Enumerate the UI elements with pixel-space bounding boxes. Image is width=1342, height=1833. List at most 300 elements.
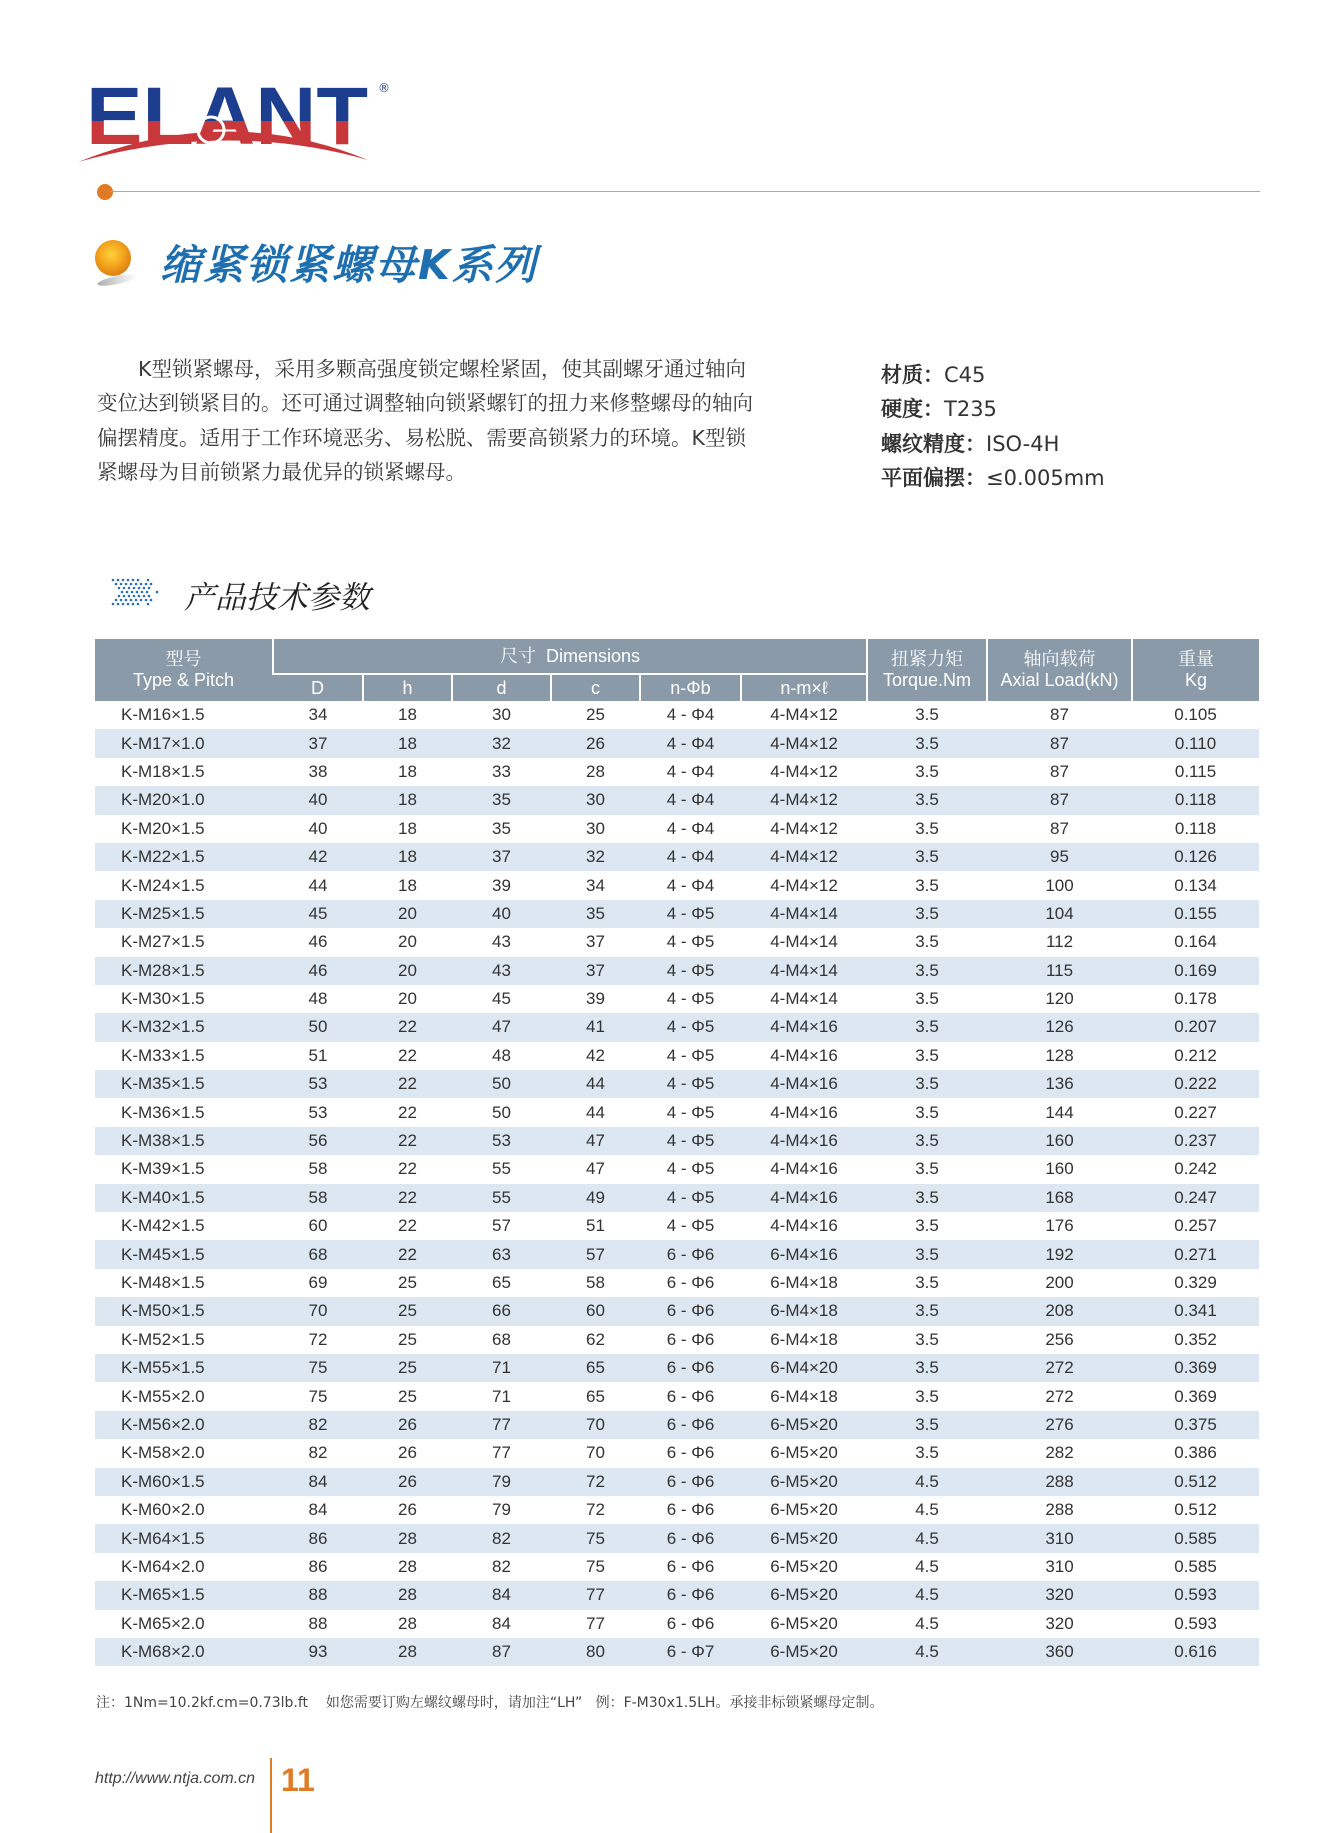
table-cell: 77 <box>452 1411 551 1439</box>
table-cell: 4 - Φ5 <box>640 1184 741 1212</box>
table-cell: 0.375 <box>1132 1411 1259 1439</box>
spec-label: 材质： <box>881 363 944 387</box>
table-row <box>95 1638 1259 1666</box>
header-torque-en: Torque.Nm <box>883 670 972 690</box>
table-cell: 53 <box>308 1102 328 1122</box>
table-cell: K-M60×1.5 <box>95 1468 273 1496</box>
page-number: 11 <box>281 1762 315 1798</box>
table-cell: 42 <box>586 1045 605 1065</box>
dotted-arrow-icon <box>110 578 166 606</box>
elant-logo <box>78 72 408 167</box>
table-cell: 22 <box>398 1159 417 1179</box>
table-cell: 0.352 <box>1174 1329 1217 1349</box>
table-cell: 6-M5×20 <box>741 1524 867 1552</box>
table-cell: 33 <box>492 761 511 781</box>
table-cell: 272 <box>987 1354 1132 1382</box>
table-cell: 28 <box>398 1556 417 1576</box>
table-cell: 53 <box>452 1127 551 1155</box>
table-cell: 288 <box>987 1468 1132 1496</box>
table-cell: 51 <box>586 1216 605 1236</box>
table-cell: 6 - Φ6 <box>666 1386 715 1406</box>
table-cell: 84 <box>492 1613 511 1633</box>
table-cell: 26 <box>398 1443 417 1463</box>
table-cell: K-M64×1.5 <box>95 1524 273 1552</box>
table-cell: 168 <box>987 1184 1132 1212</box>
registered-mark: ® <box>378 81 390 95</box>
table-cell: 46 <box>273 957 363 985</box>
table-cell: 104 <box>987 900 1132 928</box>
table-cell: 40 <box>452 900 551 928</box>
table-cell: 75 <box>586 1556 605 1576</box>
table-cell: 6-M5×20 <box>770 1556 838 1576</box>
table-cell: K-M20×1.5 <box>121 818 205 838</box>
table-cell: 0.369 <box>1174 1386 1217 1406</box>
table-cell: 136 <box>987 1070 1132 1098</box>
table-cell: 4 - Φ4 <box>640 729 741 757</box>
header-weight-cn: 重量 <box>1178 649 1215 669</box>
table-cell: 282 <box>1045 1443 1074 1463</box>
table-cell: 6 - Φ6 <box>666 1273 715 1292</box>
table-cell: 75 <box>551 1524 640 1552</box>
table-cell: 47 <box>586 1159 605 1179</box>
table-cell: 0.242 <box>1174 1159 1217 1179</box>
table-cell: 65 <box>551 1354 640 1382</box>
table-cell: 0.585 <box>1174 1556 1217 1576</box>
table-cell: 310 <box>987 1524 1132 1552</box>
table-cell: 22 <box>363 1184 452 1212</box>
table-cell: 18 <box>363 843 452 871</box>
table-cell: 71 <box>452 1354 551 1382</box>
table-cell: 25 <box>586 705 605 725</box>
table-cell: K-M16×1.5 <box>121 705 205 725</box>
table-row <box>95 928 1259 956</box>
table-cell: 4-M4×16 <box>770 1159 838 1179</box>
spec-thread-precision <box>881 427 1105 461</box>
table-cell: 25 <box>363 1354 452 1382</box>
table-cell: 43 <box>452 957 551 985</box>
table-cell: 68 <box>273 1240 363 1268</box>
header-D: D <box>273 674 363 701</box>
table-cell: 4-M4×14 <box>741 957 867 985</box>
table-cell: 4 - Φ5 <box>640 1013 741 1041</box>
table-cell: 70 <box>273 1297 363 1325</box>
table-cell: 70 <box>551 1411 640 1439</box>
table-cell: K-M65×1.5 <box>95 1581 273 1609</box>
table-cell: 20 <box>398 932 417 952</box>
table-cell: 87 <box>1050 705 1069 725</box>
table-cell: 77 <box>586 1613 605 1633</box>
svg-text:ELANT: ELANT <box>86 72 368 162</box>
table-cell: 0.105 <box>1174 705 1217 725</box>
table-cell: 4 - Φ5 <box>640 900 741 928</box>
header-load <box>987 639 1132 701</box>
table-cell: 18 <box>398 818 417 838</box>
table-cell: 20 <box>363 900 452 928</box>
table-cell: 82 <box>492 1556 511 1576</box>
table-cell: 45 <box>273 900 363 928</box>
table-cell: 87 <box>452 1638 551 1666</box>
header-type-cn: 型号 <box>165 649 202 669</box>
table-cell: 6 - Φ6 <box>640 1581 741 1609</box>
table-cell: 77 <box>551 1581 640 1609</box>
intro-paragraph: K型锁紧螺母，采用多颗高强度锁定螺栓紧固，使其副螺牙通过轴向变位达到锁紧目的。还可通过调整轴向锁紧螺钉的扭力来修整螺母的轴向偏摆精度。适用于工作环境恶劣、易松脱、需要高锁紧力的环境。K型锁紧螺母为目前锁紧力最优异的锁紧螺母。 <box>97 357 753 484</box>
table-cell: 0.512 <box>1132 1468 1259 1496</box>
table-cell: 0.593 <box>1174 1613 1217 1633</box>
table-cell: 4 - Φ5 <box>666 932 715 952</box>
table-cell: 30 <box>492 705 511 725</box>
table-cell: 6-M4×18 <box>770 1329 838 1349</box>
table-cell: 0.227 <box>1174 1102 1217 1122</box>
table-cell: K-M60×2.0 <box>121 1500 205 1520</box>
spec-material <box>881 358 1105 392</box>
table-cell: 62 <box>586 1329 605 1349</box>
table-cell: 95 <box>987 843 1132 871</box>
table-row <box>95 1411 1259 1439</box>
footnote: 注：1Nm=10.2kf.cm=0.73lb.ft 如您需要订购左螺纹螺母时，请加注“LH” 例：F-M30x1.5LH。承接非标锁紧螺母定制。 <box>96 1695 884 1711</box>
website-link[interactable]: http://www.ntja.com.cn <box>95 1770 256 1787</box>
table-cell: 87 <box>1050 818 1069 838</box>
table-cell: K-M20×1.0 <box>95 786 273 814</box>
table-cell: 4 - Φ5 <box>640 957 741 985</box>
table-cell: 87 <box>987 729 1132 757</box>
table-cell: 87 <box>1050 761 1069 781</box>
table-cell: 0.257 <box>1174 1216 1217 1236</box>
footer-divider <box>270 1758 272 1833</box>
table-cell: 57 <box>492 1216 511 1236</box>
table-row <box>95 815 1259 843</box>
table-cell: 4-M4×12 <box>770 761 838 781</box>
table-cell: 93 <box>273 1638 363 1666</box>
table-cell: 20 <box>398 989 417 1009</box>
table-row <box>95 1098 1259 1126</box>
table-row <box>95 957 1259 985</box>
header-n-m-l: n-m×ℓ <box>741 674 867 701</box>
table-cell: K-M30×1.5 <box>121 989 205 1009</box>
table-cell: 28 <box>586 761 605 781</box>
table-cell: 0.164 <box>1174 932 1217 952</box>
table-cell: 60 <box>308 1216 328 1236</box>
spec-value: T235 <box>944 397 997 422</box>
table-cell: 72 <box>551 1468 640 1496</box>
table-cell: 32 <box>452 729 551 757</box>
table-cell: 0.212 <box>1174 1045 1217 1065</box>
table-cell: 4.5 <box>915 1556 939 1576</box>
table-cell: 6-M4×16 <box>741 1240 867 1268</box>
table-cell: 26 <box>363 1411 452 1439</box>
table-cell: 18 <box>398 761 417 781</box>
table-cell: 160 <box>987 1127 1132 1155</box>
table-cell: 22 <box>363 1240 452 1268</box>
table-cell: 6 - Φ6 <box>640 1524 741 1552</box>
table-cell: 4-M4×12 <box>741 786 867 814</box>
table-row <box>95 1155 1259 1183</box>
table-cell: K-M55×1.5 <box>95 1354 273 1382</box>
table-cell: 4.5 <box>915 1500 939 1520</box>
table-cell: 79 <box>492 1500 511 1520</box>
table-cell: 34 <box>308 705 328 725</box>
spec-label: 平面偏摆： <box>881 465 986 490</box>
table-cell: 0.369 <box>1132 1354 1259 1382</box>
spec-label: 硬度： <box>881 397 944 422</box>
table-cell: 47 <box>452 1013 551 1041</box>
table-cell: K-M64×2.0 <box>121 1556 205 1576</box>
header-type <box>95 639 273 701</box>
table-cell: 37 <box>586 932 605 952</box>
table-cell: 3.5 <box>867 1354 987 1382</box>
table-cell: 0.271 <box>1132 1240 1259 1268</box>
table-cell: 0.115 <box>1174 761 1217 781</box>
table-cell: 3.5 <box>915 989 939 1009</box>
table-cell: 6 - Φ6 <box>666 1556 715 1576</box>
table-cell: 6-M4×18 <box>770 1386 838 1406</box>
table-cell: K-M22×1.5 <box>95 843 273 871</box>
table-cell: 3.5 <box>915 1386 939 1406</box>
table-cell: 28 <box>363 1581 452 1609</box>
rule-dot <box>97 184 113 200</box>
table-cell: 208 <box>987 1297 1132 1325</box>
spec-hardness <box>881 392 1105 426</box>
table-cell: 18 <box>363 786 452 814</box>
table-cell: 37 <box>452 843 551 871</box>
table-cell: 4 - Φ5 <box>640 1070 741 1098</box>
table-cell: 20 <box>363 957 452 985</box>
header-h: h <box>363 674 452 701</box>
table-cell: 3.5 <box>867 1240 987 1268</box>
table-cell: K-M55×2.0 <box>121 1386 205 1406</box>
table-cell: 4-M4×16 <box>770 1045 838 1065</box>
table-cell: 4-M4×16 <box>741 1013 867 1041</box>
table-cell: 3.5 <box>915 1045 939 1065</box>
table-cell: 3.5 <box>867 957 987 985</box>
table-cell: K-M68×2.0 <box>95 1638 273 1666</box>
table-cell: 39 <box>586 989 605 1009</box>
table-cell: 0.207 <box>1132 1013 1259 1041</box>
table-cell: 43 <box>492 932 511 952</box>
header-n-phi-b: n-Φb <box>640 674 741 701</box>
table-cell: 6 - Φ6 <box>666 1443 715 1463</box>
table-row <box>95 1326 1259 1354</box>
table-cell: 6 - Φ6 <box>666 1500 715 1520</box>
table-cell: 72 <box>586 1500 605 1520</box>
table-cell: 6 - Φ6 <box>640 1240 741 1268</box>
spec-flatness <box>881 461 1105 495</box>
table-cell: 72 <box>308 1329 328 1349</box>
table-cell: 3.5 <box>915 1102 939 1122</box>
table-cell: 58 <box>586 1273 605 1292</box>
table-cell: 4 - Φ4 <box>666 705 715 725</box>
header-dimensions: 尺寸 Dimensions <box>273 639 867 674</box>
table-cell: 77 <box>492 1443 511 1463</box>
table-cell: 6 - Φ6 <box>640 1354 741 1382</box>
table-cell: 3.5 <box>915 1159 939 1179</box>
table-row <box>95 1553 1259 1581</box>
spec-table <box>95 639 1259 1666</box>
table-row <box>95 701 1259 729</box>
table-cell: 22 <box>398 1102 417 1122</box>
table-row <box>95 1070 1259 1098</box>
table-cell: 4 - Φ4 <box>640 843 741 871</box>
table-cell: 69 <box>308 1273 328 1292</box>
table-cell: 22 <box>363 1127 452 1155</box>
table-cell: 6-M5×20 <box>741 1468 867 1496</box>
header-rule <box>110 191 1260 192</box>
table-cell: 4 - Φ4 <box>666 761 715 781</box>
header-load-cn: 轴向载荷 <box>1023 649 1096 669</box>
table-row <box>95 1581 1259 1609</box>
table-cell: 25 <box>398 1386 417 1406</box>
spec-value: C45 <box>944 363 986 387</box>
table-cell: 25 <box>398 1329 417 1349</box>
table-cell: K-M36×1.5 <box>121 1102 205 1122</box>
table-row <box>95 1524 1259 1552</box>
table-cell: 28 <box>398 1613 417 1633</box>
table-cell: 47 <box>551 1127 640 1155</box>
table-cell: 160 <box>1045 1159 1074 1179</box>
table-cell: 4 - Φ5 <box>666 1159 715 1179</box>
table-cell: 3.5 <box>915 1273 939 1292</box>
table-cell: 66 <box>452 1297 551 1325</box>
table-cell: 22 <box>398 1216 417 1236</box>
table-cell: 25 <box>398 1273 417 1292</box>
table-cell: 0.110 <box>1132 729 1259 757</box>
table-cell: K-M39×1.5 <box>121 1159 205 1179</box>
table-cell: 6-M5×20 <box>741 1581 867 1609</box>
table-cell: 82 <box>273 1411 363 1439</box>
table-cell: 6-M4×18 <box>741 1297 867 1325</box>
table-cell: 4 - Φ5 <box>666 1102 715 1122</box>
table-cell: 4-M4×12 <box>770 818 838 838</box>
table-cell: 3.5 <box>867 729 987 757</box>
table-cell: 4-M4×16 <box>741 1127 867 1155</box>
table-cell: K-M38×1.5 <box>95 1127 273 1155</box>
table-cell: 128 <box>1045 1045 1074 1065</box>
table-cell: 75 <box>273 1354 363 1382</box>
table-cell: 4-M4×16 <box>741 1184 867 1212</box>
table-cell: 4-M4×12 <box>741 729 867 757</box>
table-cell: 3.5 <box>867 1411 987 1439</box>
table-cell: 0.585 <box>1132 1524 1259 1552</box>
header-type-en: Type & Pitch <box>132 670 235 690</box>
table-cell: 192 <box>987 1240 1132 1268</box>
table-cell: 40 <box>308 818 328 838</box>
table-cell: 30 <box>551 786 640 814</box>
table-cell: 320 <box>987 1581 1132 1609</box>
table-cell: 4 - Φ5 <box>666 989 715 1009</box>
table-cell: 120 <box>1045 989 1074 1009</box>
table-cell: K-M28×1.5 <box>95 957 273 985</box>
header-torque-cn: 扭紧力矩 <box>891 649 964 669</box>
table-cell: 6-M5×20 <box>770 1443 838 1463</box>
table-cell: 84 <box>452 1581 551 1609</box>
table-cell: 44 <box>586 1102 605 1122</box>
table-cell: 32 <box>551 843 640 871</box>
table-cell: 88 <box>308 1613 328 1633</box>
table-cell: 0.118 <box>1174 818 1217 838</box>
table-cell: 4-M4×12 <box>741 843 867 871</box>
section-title: 产品技术参数 <box>184 580 370 616</box>
table-cell: 86 <box>308 1556 328 1576</box>
table-cell: 57 <box>551 1240 640 1268</box>
table-row <box>95 1610 1259 1638</box>
table-cell: 0.222 <box>1132 1070 1259 1098</box>
table-cell: 35 <box>551 900 640 928</box>
table-cell: 22 <box>363 1070 452 1098</box>
table-row <box>95 758 1259 786</box>
table-cell: 4 - Φ4 <box>666 875 715 895</box>
header-torque <box>867 639 987 701</box>
table-cell: 48 <box>492 1045 511 1065</box>
table-cell: 288 <box>1045 1500 1074 1520</box>
table-cell: 50 <box>452 1070 551 1098</box>
spec-list <box>881 358 1105 495</box>
table-cell: 3.5 <box>867 1297 987 1325</box>
table-cell: 6-M4×20 <box>741 1354 867 1382</box>
table-row <box>95 1468 1259 1496</box>
table-row <box>95 843 1259 871</box>
table-cell: K-M50×1.5 <box>95 1297 273 1325</box>
table-cell: 4.5 <box>867 1524 987 1552</box>
table-cell: 0.329 <box>1174 1273 1217 1292</box>
header-d: d <box>452 674 551 701</box>
table-cell: K-M65×2.0 <box>121 1613 205 1633</box>
table-cell: 48 <box>308 989 328 1009</box>
table-cell: 4-M4×14 <box>770 989 838 1009</box>
table-cell: 3.5 <box>867 1184 987 1212</box>
table-cell: 65 <box>586 1386 605 1406</box>
table-cell: K-M45×1.5 <box>95 1240 273 1268</box>
table-cell: 4 - Φ4 <box>666 818 715 838</box>
table-cell: 4.5 <box>915 1613 939 1633</box>
table-row <box>95 1439 1259 1467</box>
table-cell: 176 <box>1045 1216 1074 1236</box>
table-cell: 65 <box>492 1273 511 1292</box>
table-cell: 3.5 <box>915 1216 939 1236</box>
table-row <box>95 1184 1259 1212</box>
table-cell: 45 <box>492 989 511 1009</box>
table-cell: 0.169 <box>1132 957 1259 985</box>
table-cell: 3.5 <box>867 786 987 814</box>
table-cell: 0.616 <box>1132 1638 1259 1666</box>
table-row <box>95 1240 1259 1268</box>
table-cell: 80 <box>551 1638 640 1666</box>
table-cell: 79 <box>452 1468 551 1496</box>
table-cell: 30 <box>586 818 605 838</box>
table-cell: 51 <box>308 1045 328 1065</box>
table-cell: 60 <box>551 1297 640 1325</box>
page-title: 缩紧锁紧螺母K系列 <box>160 241 538 289</box>
table-cell: 6-M5×20 <box>741 1411 867 1439</box>
table-cell: 4.5 <box>867 1468 987 1496</box>
table-cell: K-M32×1.5 <box>95 1013 273 1041</box>
table-cell: 75 <box>308 1386 328 1406</box>
table-cell: K-M48×1.5 <box>121 1273 205 1292</box>
table-cell: K-M52×1.5 <box>121 1329 205 1349</box>
table-row <box>95 1297 1259 1325</box>
table-cell: 4 - Φ5 <box>666 1045 715 1065</box>
table-cell: 360 <box>987 1638 1132 1666</box>
table-cell: 55 <box>452 1184 551 1212</box>
table-cell: 18 <box>398 875 417 895</box>
table-cell: 44 <box>308 875 328 895</box>
table-cell: K-M33×1.5 <box>121 1045 205 1065</box>
table-cell: 71 <box>492 1386 511 1406</box>
table-cell: 84 <box>273 1468 363 1496</box>
table-cell: 4 - Φ4 <box>640 786 741 814</box>
table-cell: 39 <box>492 875 511 895</box>
table-cell: 82 <box>308 1443 328 1463</box>
table-cell: K-M25×1.5 <box>95 900 273 928</box>
table-cell: 272 <box>1045 1386 1074 1406</box>
